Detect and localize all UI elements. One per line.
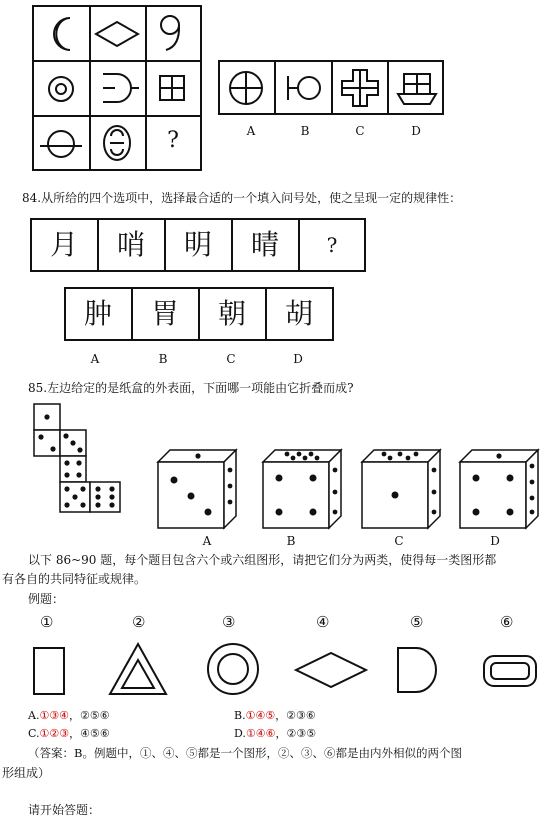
start-answering-label: 请开始答题： xyxy=(28,803,101,817)
example-d-shape-figure xyxy=(394,644,440,696)
q84-option-c-char[interactable]: 朝 xyxy=(217,297,246,330)
q85-question-text: 85.左边给定的是纸盒的外表面，下面哪一项能由它折叠而成? xyxy=(28,381,354,395)
choice-a-rest: ，②⑤⑥ xyxy=(69,709,110,722)
example-choice-c[interactable] xyxy=(28,727,110,741)
q85-option-d-die[interactable] xyxy=(458,448,540,532)
q84-seq-char: 晴 xyxy=(250,228,279,261)
q83-option-c-figure[interactable] xyxy=(338,66,382,110)
q85-option-c-die[interactable] xyxy=(360,448,442,532)
q83-option-a-figure[interactable] xyxy=(226,68,266,108)
q84-question-text: 84.从所给的四个选项中，选择最合适的一个填入问号处，使之呈现一定的规律性： xyxy=(22,191,462,205)
example-choice-d[interactable] xyxy=(234,727,316,741)
choice-d-rest: ，②③⑤ xyxy=(275,727,317,740)
answer-explanation-line-1: （答案：B。例题中，①、④、⑤都是一个图形，②、③、⑥都是由内外相似的两个图 xyxy=(28,746,462,760)
choice-d-highlight: ①④⑥ xyxy=(245,727,276,740)
q85-option-b-label[interactable]: B xyxy=(286,534,296,548)
q83-option-b-figure[interactable] xyxy=(282,70,326,106)
q83-theta-figure xyxy=(38,124,84,164)
q84-seq-char: 哨 xyxy=(116,228,145,261)
q84-option-b-label[interactable]: B xyxy=(158,352,168,366)
q84-option-d-char[interactable]: 胡 xyxy=(284,297,313,330)
q85-option-a-label[interactable]: A xyxy=(202,534,212,548)
q83-nine-figure xyxy=(156,12,186,56)
choice-b-prefix: B. xyxy=(234,709,246,722)
q84-option-d-label[interactable]: D xyxy=(293,352,303,366)
example-rectangle-figure xyxy=(30,644,70,698)
example-number: ④ xyxy=(316,613,330,631)
example-label: 例题： xyxy=(28,592,65,606)
q84-option-b-char[interactable]: 胃 xyxy=(150,297,179,330)
choice-b-highlight: ①④⑤ xyxy=(245,709,276,722)
q84-seq-question-mark: ? xyxy=(326,233,338,257)
example-number: ⑤ xyxy=(410,613,424,631)
q83-option-divider xyxy=(274,60,276,115)
q83-grid-line xyxy=(89,5,91,171)
example-number: ③ xyxy=(222,613,236,631)
q83-grid-line xyxy=(32,60,202,62)
q83-option-a-label[interactable]: A xyxy=(246,124,256,138)
q85-option-b-die[interactable] xyxy=(261,448,343,532)
answer-explanation-line-2: 形组成） xyxy=(2,766,51,780)
q83-window-figure xyxy=(158,74,186,102)
q83-plug-figure xyxy=(97,70,141,106)
q83-crescent-figure xyxy=(40,12,82,56)
example-number: ② xyxy=(132,613,146,631)
q85-option-c-label[interactable]: C xyxy=(394,534,404,548)
example-diamond-figure xyxy=(294,650,368,690)
example-rounded-rect-figure xyxy=(482,654,538,688)
q83-option-d-figure[interactable] xyxy=(394,68,440,108)
q83-option-d-label[interactable]: D xyxy=(411,124,421,138)
q83-grid-line xyxy=(145,5,147,171)
q84-option-a-char[interactable]: 肿 xyxy=(83,297,112,330)
q84-seq-char: 明 xyxy=(183,228,212,261)
q83-capsule-figure xyxy=(100,122,134,164)
q85-option-a-die[interactable] xyxy=(156,448,238,532)
choice-c-highlight: ①②③ xyxy=(39,727,70,740)
example-choice-b[interactable] xyxy=(234,709,316,723)
q83-concentric-figure xyxy=(46,72,78,106)
choice-a-highlight: ①③④ xyxy=(39,709,70,722)
q83-option-b-label[interactable]: B xyxy=(300,124,310,138)
q84-seq-char: 月 xyxy=(49,228,78,261)
choice-b-rest: ，②③⑥ xyxy=(275,709,316,722)
example-number: ① xyxy=(40,613,54,631)
choice-c-rest: ，④⑤⑥ xyxy=(69,727,110,740)
q84-option-c-label[interactable]: C xyxy=(226,352,236,366)
choice-c-prefix: C. xyxy=(28,727,40,740)
example-nested-triangle-figure xyxy=(106,640,170,698)
example-ring-figure xyxy=(204,640,262,698)
q83-grid-line xyxy=(32,115,202,117)
example-number: ⑥ xyxy=(500,613,514,631)
q83-diamond-figure xyxy=(94,18,140,50)
q84-option-a-label[interactable]: A xyxy=(90,352,100,366)
q83-question-mark: ? xyxy=(167,128,179,153)
example-choice-a[interactable] xyxy=(28,709,110,723)
q85-box-net-figure xyxy=(30,400,132,530)
intro-line-2: 有各自的共同特征或规律。 xyxy=(2,572,147,586)
intro-line-1: 以下 86~90 题，每个题目包含六个或六组图形，请把它们分为两类，使得每一类图形都 xyxy=(28,553,497,567)
q83-option-divider xyxy=(387,60,389,115)
q85-option-d-label[interactable]: D xyxy=(490,534,500,548)
choice-a-prefix: A. xyxy=(28,709,40,722)
choice-d-prefix: D. xyxy=(234,727,246,740)
q83-option-divider xyxy=(331,60,333,115)
q83-option-c-label[interactable]: C xyxy=(355,124,365,138)
